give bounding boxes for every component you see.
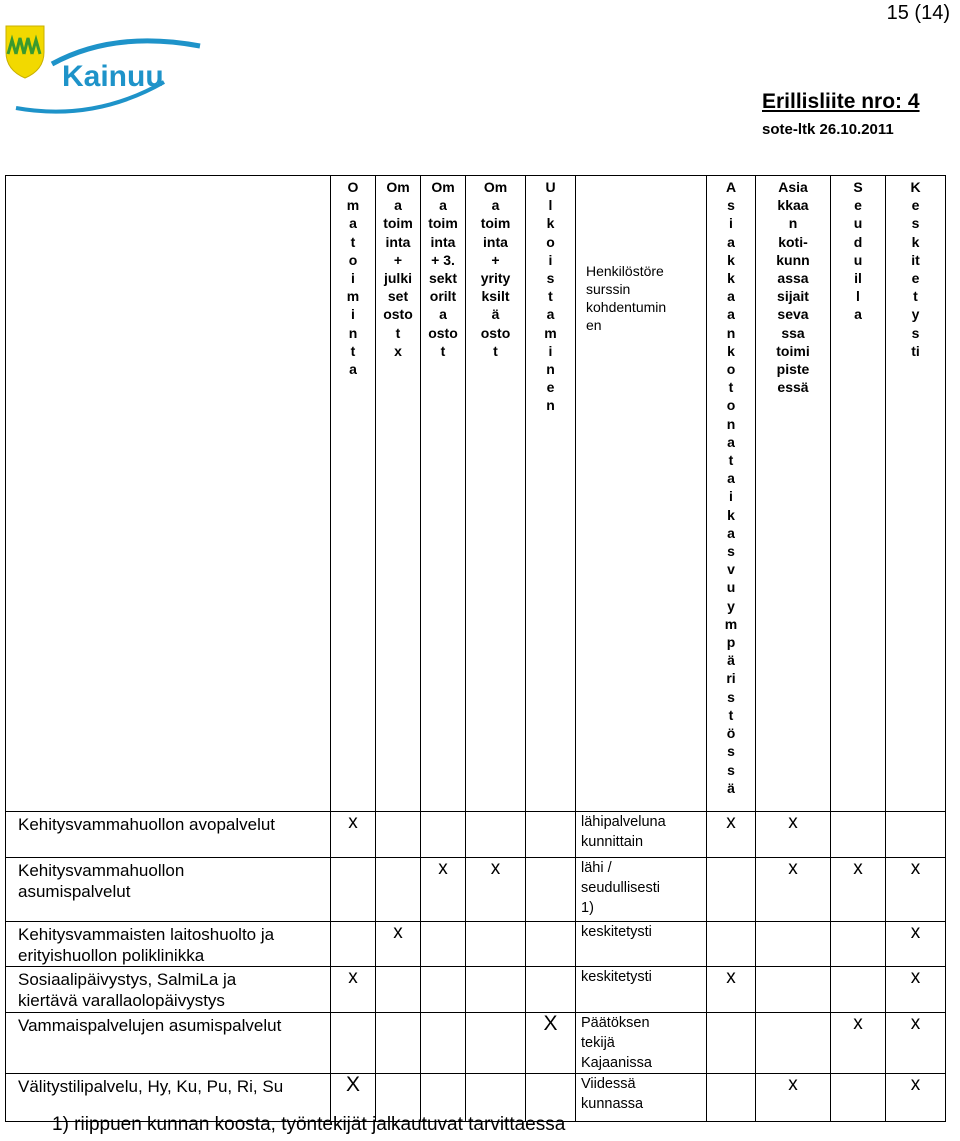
mark-cell [526,812,576,858]
table-row [6,858,946,922]
mark-cell [421,812,466,858]
mark-cell: x [466,858,526,922]
header-cell: Asia kkaa n koti- kunn assa sijait seva ssa toimi piste essä [756,176,831,812]
mark-cell: x [756,858,831,922]
mark-cell [831,967,886,1013]
mark-cell: X [331,1074,376,1122]
mark-cell [466,967,526,1013]
service-name-cell: Kehitysvammahuollon asumispalvelut [6,858,331,922]
mark-cell [331,922,376,967]
mark-cell [831,812,886,858]
mark-cell [831,1074,886,1122]
mark-cell [526,922,576,967]
mark-cell [831,922,886,967]
mark-cell [376,858,421,922]
header-cell: A s i a k k a a n k o t o n a t a i k a s v u y m p ä ri s t ö s s ä [707,176,756,812]
mark-cell [707,1074,756,1122]
staff-allocation-cell: lähipalveluna kunnittain [576,812,707,858]
table-row [6,1013,946,1074]
mark-cell: x [831,858,886,922]
mark-cell [376,967,421,1013]
staff-allocation-cell: lähi / seudullisesti 1) [576,858,707,922]
mark-cell [376,1013,421,1074]
footnote: 1) riippuen kunnan koosta, työntekijät jalkautuvat tarvittaessa [52,1114,566,1135]
kainuu-logo [4,22,204,114]
mark-cell [707,922,756,967]
mark-cell [376,812,421,858]
header-row [6,176,946,812]
mark-cell [331,858,376,922]
mark-cell: x [707,812,756,858]
mark-cell [756,967,831,1013]
mark-cell [421,1013,466,1074]
mark-cell: x [331,967,376,1013]
mark-cell [466,1013,526,1074]
page-number: 15 (14) [886,2,950,24]
mark-cell [331,1013,376,1074]
table-row [6,967,946,1013]
mark-cell: X [526,1013,576,1074]
service-name-cell: Kehitysvammaisten laitoshuolto ja erityishuollon poliklinikka [6,922,331,967]
mark-cell: x [331,812,376,858]
mark-cell [756,1013,831,1074]
mark-cell: x [756,1074,831,1122]
mark-cell: x [886,1013,946,1074]
mark-cell: x [756,812,831,858]
header-cell: S e u d u il l a [831,176,886,812]
header-cell: Om a toim inta + 3. sekt orilt a osto t [421,176,466,812]
mark-cell: x [707,967,756,1013]
header-cell: K e s k it e t y s ti [886,176,946,812]
annex-subtitle: sote-ltk 26.10.2011 [762,121,894,138]
service-name-cell: Välitystilipalvelu, Hy, Ku, Pu, Ri, Su [6,1074,331,1122]
staff-allocation-cell: keskitetysti [576,967,707,1013]
mark-cell [421,967,466,1013]
header-cell: Om a toim inta + yrity ksilt ä osto t [466,176,526,812]
mark-cell [707,1013,756,1074]
header-empty-cell [6,176,331,812]
mark-cell [526,858,576,922]
logo-wordmark: Kainuu [62,60,164,93]
mark-cell: x [886,922,946,967]
mark-cell: x [886,967,946,1013]
mark-cell [421,922,466,967]
service-name-cell: Sosiaalipäivystys, SalmiLa ja kiertävä varallaolopäivystys [6,967,331,1013]
service-name-cell: Kehitysvammahuollon avopalvelut [6,812,331,858]
mark-cell [886,812,946,858]
staff-allocation-cell: Päätöksen tekijä Kajaanissa [576,1013,707,1074]
mark-cell: x [831,1013,886,1074]
header-cell: O m a t o i m i n t a [331,176,376,812]
table-row [6,922,946,967]
mark-cell [707,858,756,922]
mark-cell: x [421,858,466,922]
mark-cell [466,812,526,858]
header-cell: U l k o i s t a m i n e n [526,176,576,812]
staff-allocation-cell: keskitetysti [576,922,707,967]
annex-title: Erillisliite nro: 4 [762,90,920,113]
header-cell: Henkilöstöre surssin kohdentumin en [576,176,707,812]
staff-allocation-cell: Viidessä kunnassa [576,1074,707,1122]
mark-cell [756,922,831,967]
mark-cell [526,967,576,1013]
service-matrix-table [5,175,946,1122]
mark-cell: x [376,922,421,967]
mark-cell: x [886,858,946,922]
service-name-cell: Vammaispalvelujen asumispalvelut [6,1013,331,1074]
header-cell: Om a toim inta + julki set osto t x [376,176,421,812]
mark-cell: x [886,1074,946,1122]
table-row [6,812,946,858]
mark-cell [466,922,526,967]
